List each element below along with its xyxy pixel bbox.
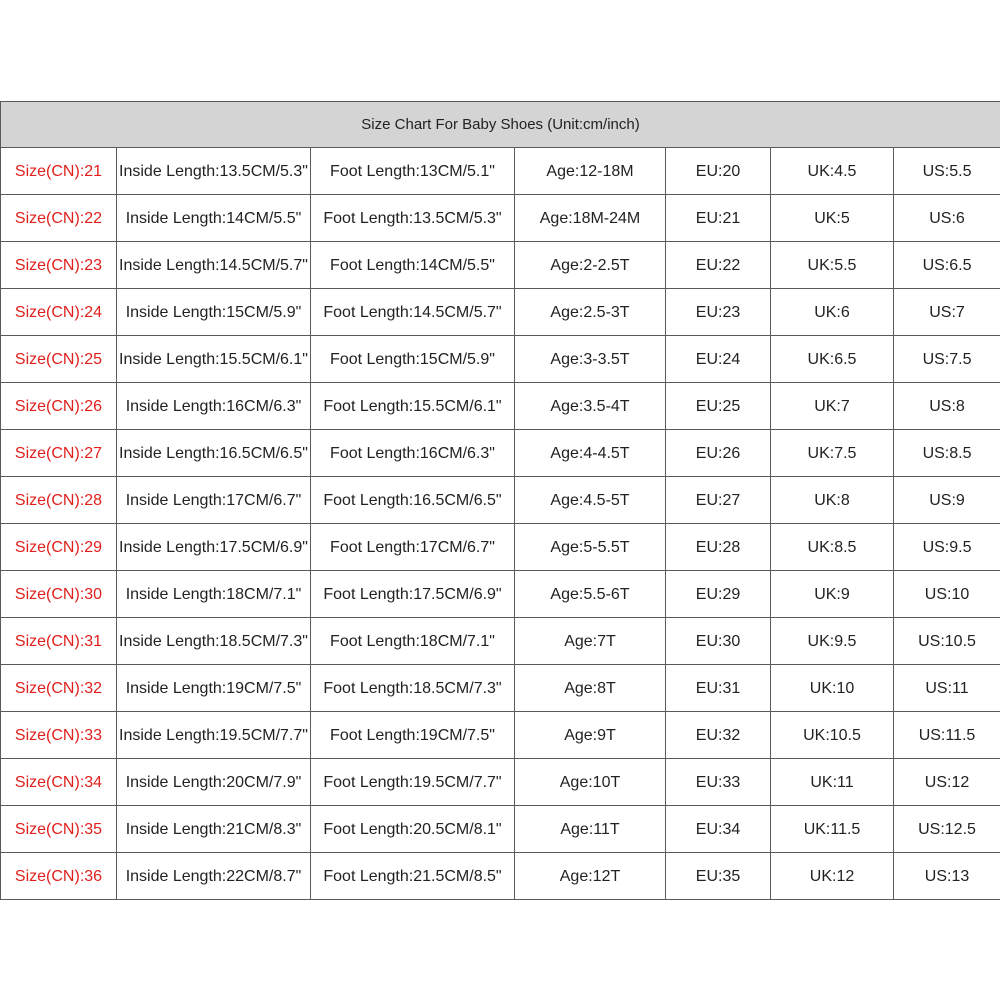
size-cell: Size(CN):21: [1, 148, 117, 195]
us-size-cell: US:6: [894, 195, 1000, 242]
table-row: [1, 571, 1000, 618]
age-cell: Age:2-2.5T: [515, 242, 666, 289]
inside-length-cell: Inside Length:18.5CM/7.3": [117, 618, 311, 665]
us-size-cell: US:11: [894, 665, 1000, 712]
age-cell: Age:5.5-6T: [515, 571, 666, 618]
age-cell: Age:4-4.5T: [515, 430, 666, 477]
us-size-cell: US:10: [894, 571, 1000, 618]
foot-length-cell: Foot Length:13.5CM/5.3": [311, 195, 515, 242]
table-row: [1, 430, 1000, 477]
table-row: [1, 195, 1000, 242]
us-size-cell: US:13: [894, 853, 1000, 900]
inside-length-cell: Inside Length:16CM/6.3": [117, 383, 311, 430]
uk-size-cell: UK:7: [771, 383, 894, 430]
inside-length-cell: Inside Length:14.5CM/5.7": [117, 242, 311, 289]
eu-size-cell: EU:23: [666, 289, 771, 336]
age-cell: Age:11T: [515, 806, 666, 853]
uk-size-cell: UK:4.5: [771, 148, 894, 195]
foot-length-cell: Foot Length:16.5CM/6.5": [311, 477, 515, 524]
table-row: [1, 618, 1000, 665]
us-size-cell: US:7: [894, 289, 1000, 336]
uk-size-cell: UK:10.5: [771, 712, 894, 759]
foot-length-cell: Foot Length:16CM/6.3": [311, 430, 515, 477]
inside-length-cell: Inside Length:15.5CM/6.1": [117, 336, 311, 383]
inside-length-cell: Inside Length:21CM/8.3": [117, 806, 311, 853]
inside-length-cell: Inside Length:19CM/7.5": [117, 665, 311, 712]
table-header-row: [1, 102, 1000, 148]
size-cell: Size(CN):36: [1, 853, 117, 900]
age-cell: Age:12-18M: [515, 148, 666, 195]
uk-size-cell: UK:9.5: [771, 618, 894, 665]
eu-size-cell: EU:30: [666, 618, 771, 665]
eu-size-cell: EU:32: [666, 712, 771, 759]
age-cell: Age:5-5.5T: [515, 524, 666, 571]
us-size-cell: US:5.5: [894, 148, 1000, 195]
inside-length-cell: Inside Length:22CM/8.7": [117, 853, 311, 900]
foot-length-cell: Foot Length:14CM/5.5": [311, 242, 515, 289]
eu-size-cell: EU:35: [666, 853, 771, 900]
age-cell: Age:12T: [515, 853, 666, 900]
size-chart-table: [0, 101, 1000, 900]
age-cell: Age:8T: [515, 665, 666, 712]
age-cell: Age:4.5-5T: [515, 477, 666, 524]
age-cell: Age:3.5-4T: [515, 383, 666, 430]
us-size-cell: US:9: [894, 477, 1000, 524]
uk-size-cell: UK:5: [771, 195, 894, 242]
uk-size-cell: UK:12: [771, 853, 894, 900]
table-row: [1, 289, 1000, 336]
eu-size-cell: EU:26: [666, 430, 771, 477]
foot-length-cell: Foot Length:13CM/5.1": [311, 148, 515, 195]
table-row: [1, 853, 1000, 900]
inside-length-cell: Inside Length:20CM/7.9": [117, 759, 311, 806]
foot-length-cell: Foot Length:18.5CM/7.3": [311, 665, 515, 712]
uk-size-cell: UK:7.5: [771, 430, 894, 477]
eu-size-cell: EU:28: [666, 524, 771, 571]
size-cell: Size(CN):28: [1, 477, 117, 524]
size-cell: Size(CN):30: [1, 571, 117, 618]
foot-length-cell: Foot Length:17.5CM/6.9": [311, 571, 515, 618]
size-cell: Size(CN):27: [1, 430, 117, 477]
foot-length-cell: Foot Length:19CM/7.5": [311, 712, 515, 759]
foot-length-cell: Foot Length:14.5CM/5.7": [311, 289, 515, 336]
size-cell: Size(CN):29: [1, 524, 117, 571]
age-cell: Age:2.5-3T: [515, 289, 666, 336]
age-cell: Age:3-3.5T: [515, 336, 666, 383]
table-row: [1, 665, 1000, 712]
size-cell: Size(CN):25: [1, 336, 117, 383]
table-row: [1, 477, 1000, 524]
age-cell: Age:9T: [515, 712, 666, 759]
table-row: [1, 336, 1000, 383]
eu-size-cell: EU:33: [666, 759, 771, 806]
uk-size-cell: UK:6.5: [771, 336, 894, 383]
size-cell: Size(CN):32: [1, 665, 117, 712]
inside-length-cell: Inside Length:18CM/7.1": [117, 571, 311, 618]
eu-size-cell: EU:24: [666, 336, 771, 383]
size-cell: Size(CN):34: [1, 759, 117, 806]
us-size-cell: US:12: [894, 759, 1000, 806]
inside-length-cell: Inside Length:13.5CM/5.3": [117, 148, 311, 195]
eu-size-cell: EU:27: [666, 477, 771, 524]
inside-length-cell: Inside Length:16.5CM/6.5": [117, 430, 311, 477]
uk-size-cell: UK:11: [771, 759, 894, 806]
us-size-cell: US:12.5: [894, 806, 1000, 853]
table-row: [1, 383, 1000, 430]
us-size-cell: US:11.5: [894, 712, 1000, 759]
foot-length-cell: Foot Length:17CM/6.7": [311, 524, 515, 571]
uk-size-cell: UK:5.5: [771, 242, 894, 289]
uk-size-cell: UK:8: [771, 477, 894, 524]
us-size-cell: US:10.5: [894, 618, 1000, 665]
us-size-cell: US:8.5: [894, 430, 1000, 477]
uk-size-cell: UK:9: [771, 571, 894, 618]
foot-length-cell: Foot Length:20.5CM/8.1": [311, 806, 515, 853]
foot-length-cell: Foot Length:15.5CM/6.1": [311, 383, 515, 430]
table-row: [1, 712, 1000, 759]
table-row: [1, 148, 1000, 195]
size-cell: Size(CN):22: [1, 195, 117, 242]
inside-length-cell: Inside Length:17CM/6.7": [117, 477, 311, 524]
foot-length-cell: Foot Length:15CM/5.9": [311, 336, 515, 383]
table-row: [1, 759, 1000, 806]
foot-length-cell: Foot Length:18CM/7.1": [311, 618, 515, 665]
size-cell: Size(CN):24: [1, 289, 117, 336]
us-size-cell: US:7.5: [894, 336, 1000, 383]
size-cell: Size(CN):31: [1, 618, 117, 665]
eu-size-cell: EU:34: [666, 806, 771, 853]
eu-size-cell: EU:29: [666, 571, 771, 618]
us-size-cell: US:9.5: [894, 524, 1000, 571]
eu-size-cell: EU:25: [666, 383, 771, 430]
table-row: [1, 806, 1000, 853]
eu-size-cell: EU:20: [666, 148, 771, 195]
uk-size-cell: UK:6: [771, 289, 894, 336]
chart-title: Size Chart For Baby Shoes (Unit:cm/inch): [1, 102, 1000, 148]
uk-size-cell: UK:11.5: [771, 806, 894, 853]
eu-size-cell: EU:21: [666, 195, 771, 242]
size-chart-body: [1, 102, 1000, 900]
inside-length-cell: Inside Length:17.5CM/6.9": [117, 524, 311, 571]
us-size-cell: US:6.5: [894, 242, 1000, 289]
age-cell: Age:10T: [515, 759, 666, 806]
table-row: [1, 242, 1000, 289]
eu-size-cell: EU:31: [666, 665, 771, 712]
age-cell: Age:7T: [515, 618, 666, 665]
uk-size-cell: UK:10: [771, 665, 894, 712]
table-row: [1, 524, 1000, 571]
eu-size-cell: EU:22: [666, 242, 771, 289]
inside-length-cell: Inside Length:14CM/5.5": [117, 195, 311, 242]
foot-length-cell: Foot Length:21.5CM/8.5": [311, 853, 515, 900]
size-cell: Size(CN):23: [1, 242, 117, 289]
inside-length-cell: Inside Length:15CM/5.9": [117, 289, 311, 336]
age-cell: Age:18M-24M: [515, 195, 666, 242]
uk-size-cell: UK:8.5: [771, 524, 894, 571]
foot-length-cell: Foot Length:19.5CM/7.7": [311, 759, 515, 806]
size-cell: Size(CN):35: [1, 806, 117, 853]
size-cell: Size(CN):33: [1, 712, 117, 759]
size-cell: Size(CN):26: [1, 383, 117, 430]
inside-length-cell: Inside Length:19.5CM/7.7": [117, 712, 311, 759]
us-size-cell: US:8: [894, 383, 1000, 430]
